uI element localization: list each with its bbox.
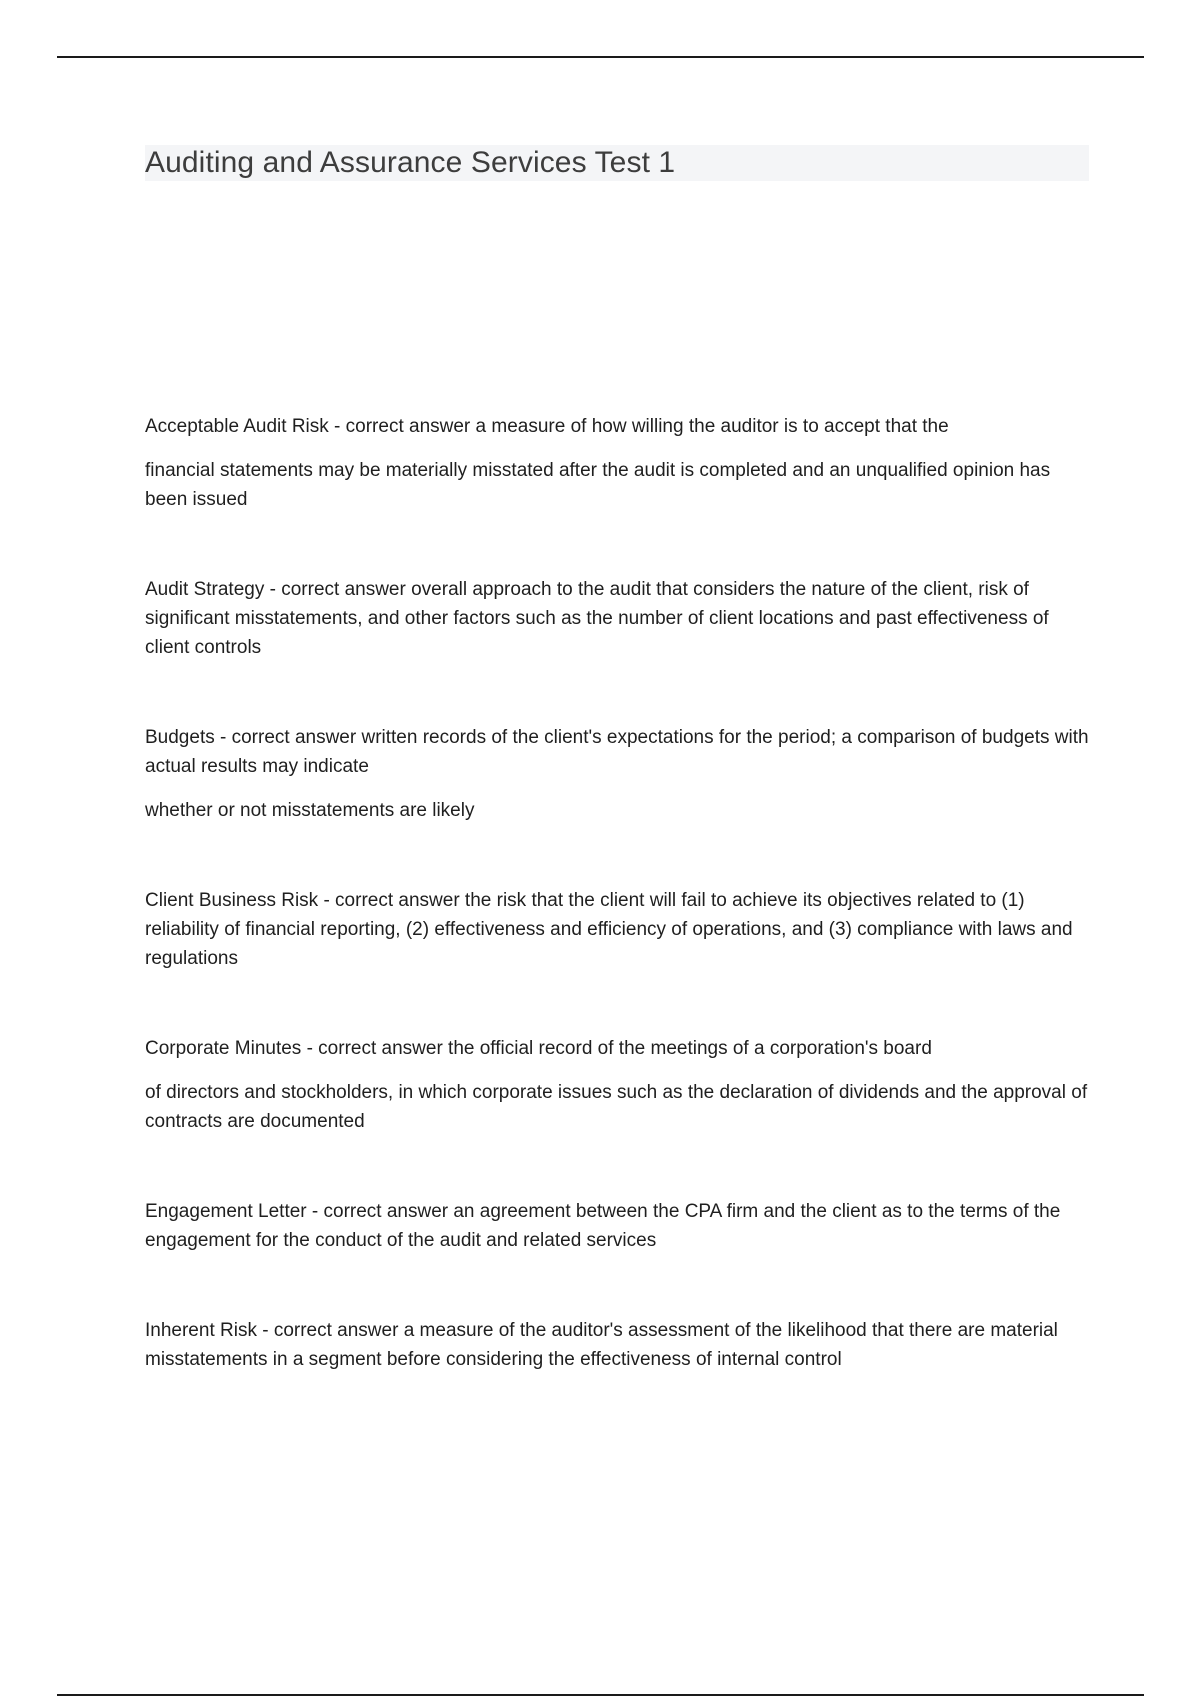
- entry-paragraph: Audit Strategy - correct answer overall approach to the audit that considers the nature of the client, risk of significant misstatements, and other factors such as the number of client locations and past effectiveness of client controls: [145, 579, 1049, 658]
- entry-corporate-minutes: [145, 1034, 1095, 1136]
- entry-paragraph: Client Business Risk - correct answer the risk that the client will fail to achieve its objectives related to (1) reliability of financial reporting, (2) effectiveness and efficiency of operations, and (3) compliance with laws and regulations: [145, 890, 1073, 969]
- entry-paragraph: Acceptable Audit Risk - correct answer a measure of how willing the auditor is to accept that the: [145, 416, 949, 437]
- top-rule: [57, 56, 1144, 58]
- entry-acceptable-audit-risk: [145, 412, 1095, 514]
- entry-paragraph: Inherent Risk - correct answer a measure of the auditor's assessment of the likelihood that there are material misstatements in a segment before considering the effectiveness of internal control: [145, 1320, 1058, 1370]
- entry-audit-strategy: [145, 575, 1095, 662]
- entry-paragraph: Engagement Letter - correct answer an agreement between the CPA firm and the client as to the terms of the engagement for the conduct of the audit and related services: [145, 1201, 1061, 1251]
- entry-engagement-letter: [145, 1197, 1095, 1255]
- entry-budgets: [145, 723, 1095, 825]
- entry-paragraph: whether or not misstatements are likely: [145, 800, 475, 821]
- document-title: Auditing and Assurance Services Test 1: [145, 146, 676, 179]
- entry-paragraph: financial statements may be materially misstated after the audit is completed and an unqualified opinion has been issued: [145, 460, 1051, 510]
- entry-inherent-risk: [145, 1316, 1095, 1374]
- entry-paragraph: of directors and stockholders, in which corporate issues such as the declaration of dividends and the approval of contracts are documented: [145, 1082, 1088, 1132]
- entry-paragraph: Corporate Minutes - correct answer the official record of the meetings of a corporation's board: [145, 1038, 932, 1059]
- entry-client-business-risk: [145, 886, 1095, 973]
- bottom-rule: [57, 1694, 1144, 1696]
- definition-list: [145, 412, 1095, 1374]
- entry-paragraph: Budgets - correct answer written records of the client's expectations for the period; a comparison of budgets with actual results may indicate: [145, 727, 1089, 777]
